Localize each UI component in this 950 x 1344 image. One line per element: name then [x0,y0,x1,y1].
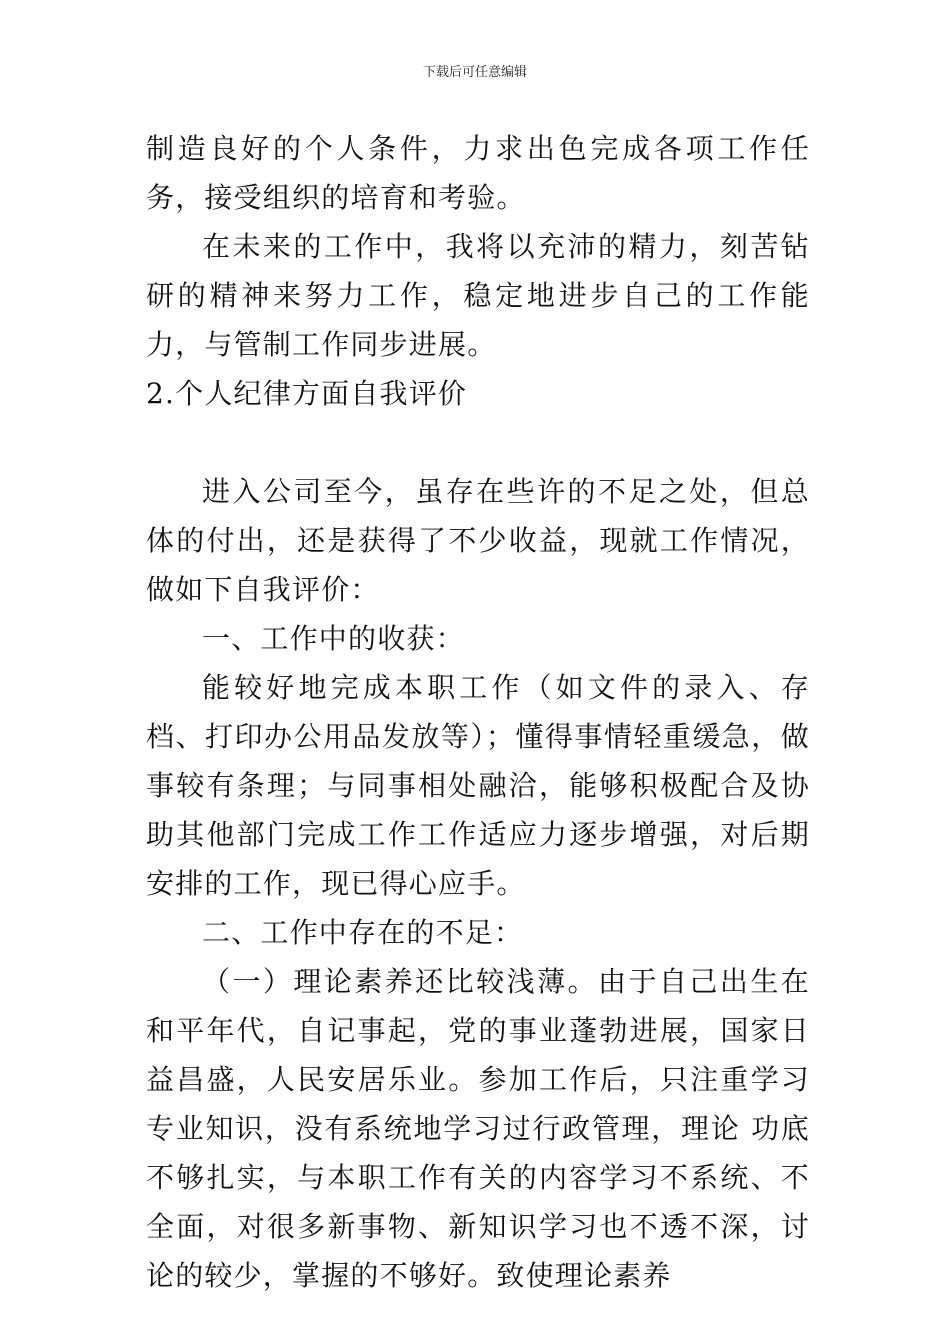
paragraph-2: 在未来的工作中，我将以充沛的精力，刻苦钻研的精神来努力工作，稳定地进步自己的工作能力，与管制工作同步进展。 [146,230,810,361]
paragraph-4: 能较好地完成本职工作（如文件的录入、存档、打印办公用品发放等）；懂得事情轻重缓急，做事较有条理；与同事相处融洽，能够积极配合及协助其他部门完成工作工作适应力逐步增强，对后期安排的工作，现已得心应手。 [146,671,810,900]
subheading-gains: 一、工作中的收获： [202,622,465,655]
document-body [146,124,810,1300]
paragraph-3: 进入公司至今，虽存在些许的不足之处，但总体的付出，还是获得了不少收益，现就工作情况，做如下自我评价： [146,475,810,606]
paragraph-5: （一）理论素养还比较浅薄。由于自己出生在和平年代，自记事起，党的事业蓬勃进展，国家日益昌盛，人民安居乐业。参加工作后，只注重学习专业知识，没有系统地学习过行政管理，理论 功底不够扎实，与本职工作有关的内容学习不系统、不全面，对很多新事物、新知识学习也不透不深，讨论的较少，掌握的不够好。致使理论素养 [146,965,810,1292]
page-header-note: 下载后可任意编辑 [422,65,527,80]
subheading-shortcomings: 二、工作中存在的不足： [202,916,524,949]
paragraph-1: 制造良好的个人条件，力求出色完成各项工作任务，接受组织的培育和考验。 [146,132,810,214]
section-heading: 2.个人纪律方面自我评价 [146,377,468,410]
